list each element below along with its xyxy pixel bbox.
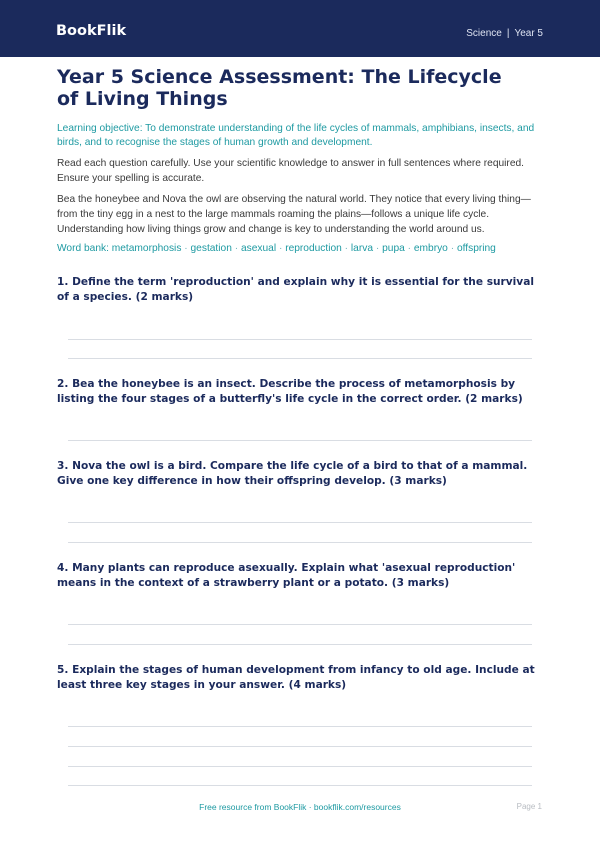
- word-bank-word: pupa: [382, 243, 405, 254]
- question-3: 3. Nova the owl is a bird. Compare the life cycle of a bird to that of a mammal. Give one key difference in how their offspring develop. (3 marks): [57, 460, 528, 487]
- brand-logo-text: BookFlik: [56, 23, 127, 39]
- page-number: Page 1: [516, 802, 542, 811]
- intro-text: Bea the honeybee and Nova the owl are observing the natural world. They notice that every living thing—from the tiny egg in a nest to the large mammals roaming the plains—follows a unique life cycle. Understanding how living things grow and change is key to understanding the world around us.: [57, 194, 531, 235]
- word-separator: ·: [344, 243, 349, 254]
- page-title: Year 5 Science Assessment: The Lifecycle of Living Things: [57, 66, 502, 110]
- question-4: 4. Many plants can reproduce asexually. Explain what 'asexual reproduction' means in the context of a strawberry plant or a potato. (3 marks): [57, 562, 516, 589]
- word-bank-word: gestation: [190, 243, 232, 254]
- answer-line[interactable]: [68, 440, 532, 441]
- answer-line[interactable]: [68, 644, 532, 645]
- word-separator: ·: [375, 243, 380, 254]
- instructions-text: Read each question carefully. Use your scientific knowledge to answer in full sentences where required. Ensure your spelling is accurate.: [57, 158, 524, 184]
- word-bank-word: offspring: [456, 243, 496, 254]
- question-2: 2. Bea the honeybee is an insect. Describe the process of metamorphosis by listing the four stages of a butterfly's life cycle in the correct order. (2 marks): [57, 378, 523, 405]
- word-bank-word: embryo: [413, 243, 448, 254]
- header-separator: |: [506, 28, 510, 39]
- answer-line[interactable]: [68, 542, 532, 543]
- answer-line[interactable]: [68, 746, 532, 747]
- header-subject: Science: [466, 28, 502, 39]
- question-5: 5. Explain the stages of human development from infancy to old age. Include at least three key stages in your answer. (4 marks): [57, 664, 535, 691]
- word-bank-word: asexual: [240, 243, 277, 254]
- answer-line[interactable]: [68, 624, 532, 625]
- question-1: 1. Define the term 'reproduction' and explain why it is essential for the survival of a species. (2 marks): [57, 276, 534, 303]
- footer-source: Free resource from BookFlik · bookflik.com/resources: [199, 802, 401, 812]
- word-separator: ·: [184, 243, 188, 254]
- word-bank-word: reproduction: [285, 243, 342, 254]
- header-year: Year 5: [514, 28, 543, 39]
- learning-objective: Learning objective: To demonstrate understanding of the life cycles of mammals, amphibians, insects, and birds, and to recognise the stages of human growth and development.: [57, 123, 535, 148]
- answer-line[interactable]: [68, 339, 532, 340]
- word-bank-label: Word bank:: [57, 243, 109, 254]
- word-separator: ·: [278, 243, 283, 254]
- word-bank-word: metamorphosis: [111, 243, 182, 254]
- answer-line[interactable]: [68, 726, 532, 727]
- answer-line[interactable]: [68, 358, 532, 359]
- answer-line[interactable]: [68, 785, 532, 786]
- word-separator: ·: [407, 243, 412, 254]
- word-separator: ·: [234, 243, 239, 254]
- word-bank: [57, 243, 542, 254]
- word-bank-word: larva: [350, 243, 374, 254]
- answer-line[interactable]: [68, 766, 532, 767]
- header-subject-year: [466, 28, 543, 39]
- answer-line[interactable]: [68, 522, 532, 523]
- page-header: [0, 0, 600, 57]
- word-separator: ·: [450, 243, 455, 254]
